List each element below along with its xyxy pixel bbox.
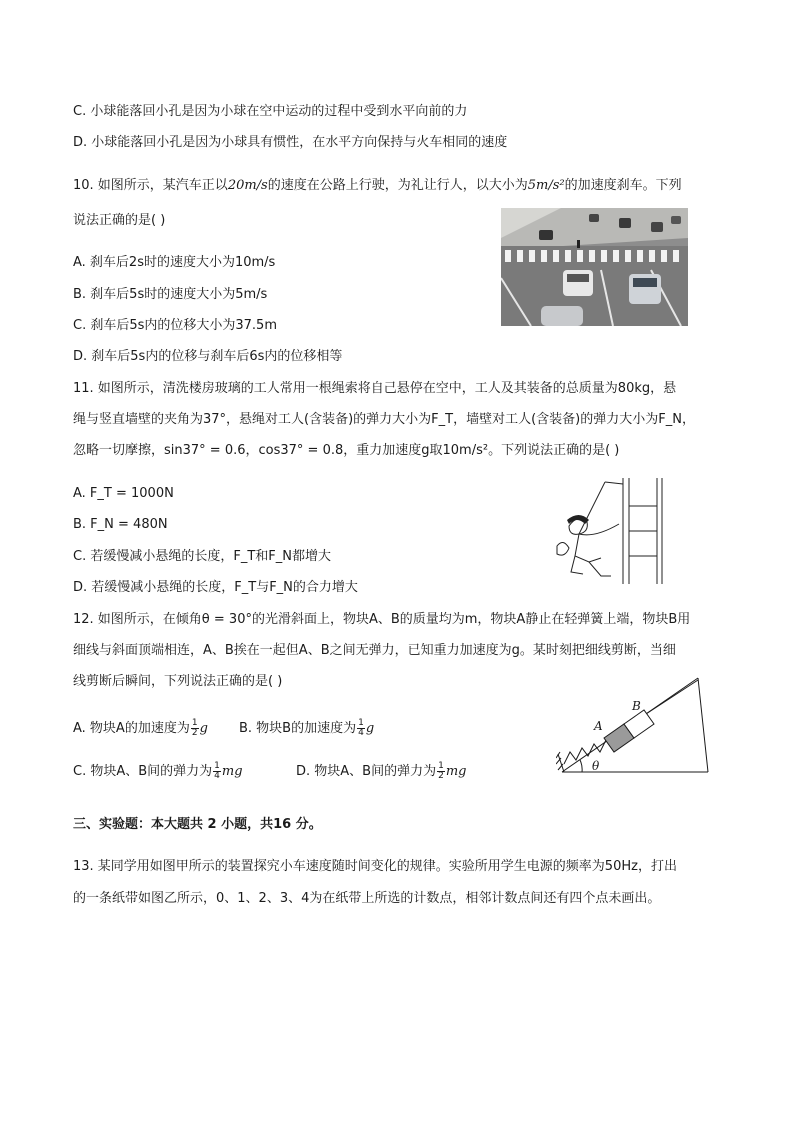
q11-option-a: A. F_T = 1000N [73,486,174,501]
q11-option-c: C. 若缓慢减小悬绳的长度，F_T和F_N都增大 [73,549,331,564]
q12-option-a: A. 物块A的加速度为 $\frac{1}{2}$ g [73,718,208,738]
q12-incline-figure [556,672,716,778]
section-3-heading: 三、实验题：本大题共 2 小题，共16 分。 [73,817,322,832]
q12-label-a: A [594,719,603,733]
q11-option-b: B. F_N = 480N [73,517,168,532]
q11-stem-line3: 忽略一切摩擦，sin37° = 0.6，cos37° = 0.8，重力加速度g取10m/s²。下列说法正确的是( ) [73,443,620,458]
q12-option-d: D. 物块A、B间的弹力为 $\frac{1}{2}$ mg [296,761,467,781]
q12-stem-line2: 细线与斜面顶端相连，A、B挨在一起但A、B之间无弹力，已知重力加速度为g。某时刻把细线剪断，当细 [73,643,676,658]
q9-option-c: C. 小球能落回小孔是因为小球在空中运动的过程中受到水平向前的力 [73,104,468,119]
q10-option-b: B. 刹车后5s时的速度大小为5m/s [73,287,268,302]
q10-road-photo [501,208,688,326]
q10-stem-line2: 说法正确的是( ) [73,213,166,228]
q12-option-c: C. 物块A、B间的弹力为 $\frac{1}{4}$ mg [73,761,243,781]
q12-stem-line3: 线剪断后瞬间，下列说法正确的是( ) [73,674,283,689]
q10-option-a: A. 刹车后2s时的速度大小为10m/s [73,255,276,270]
q12-option-b: B. 物块B的加速度为 $\frac{1}{4}$ g [239,718,375,738]
q11-stem-line1: 11. 如图所示，清洗楼房玻璃的工人常用一根绳索将自己悬停在空中，工人及其装备的总质量为80kg，悬 [73,381,677,396]
q10-option-d: D. 刹车后5s内的位移与刹车后6s内的位移相等 [73,349,343,364]
q13-stem-line2: 的一条纸带如图乙所示，0、1、2、3、4为在纸带上所选的计数点，相邻计数点间还有四个点未画出。 [73,891,661,906]
q12-label-b: B [632,699,641,713]
q12-label-theta: θ [592,759,600,773]
q13-stem-line1: 13. 某同学用如图甲所示的装置探究小车速度随时间变化的规律。实验所用学生电源的频率为50Hz，打出 [73,859,677,874]
q11-worker-figure [549,476,689,586]
q11-stem-line2: 绳与竖直墙壁的夹角为37°，悬绳对工人(含装备)的弹力大小为F_T，墙壁对工人(含装备)的弹力大小为F_N， [73,412,695,427]
q9-option-d: D. 小球能落回小孔是因为小球具有惯性，在水平方向保持与火车相同的速度 [73,135,508,150]
q10-stem-line1: 10. 如图所示，某汽车正以20m/s的速度在公路上行驶，为礼让行人，以大小为5m/s²的加速度刹车。下列 [73,178,682,193]
q10-option-c: C. 刹车后5s内的位移大小为37.5m [73,318,277,333]
q11-option-d: D. 若缓慢减小悬绳的长度，F_T与F_N的合力增大 [73,580,358,595]
q12-stem-line1: 12. 如图所示，在倾角θ = 30°的光滑斜面上，物块A、B的质量均为m，物块A静止在轻弹簧上端，物块B用 [73,612,691,627]
